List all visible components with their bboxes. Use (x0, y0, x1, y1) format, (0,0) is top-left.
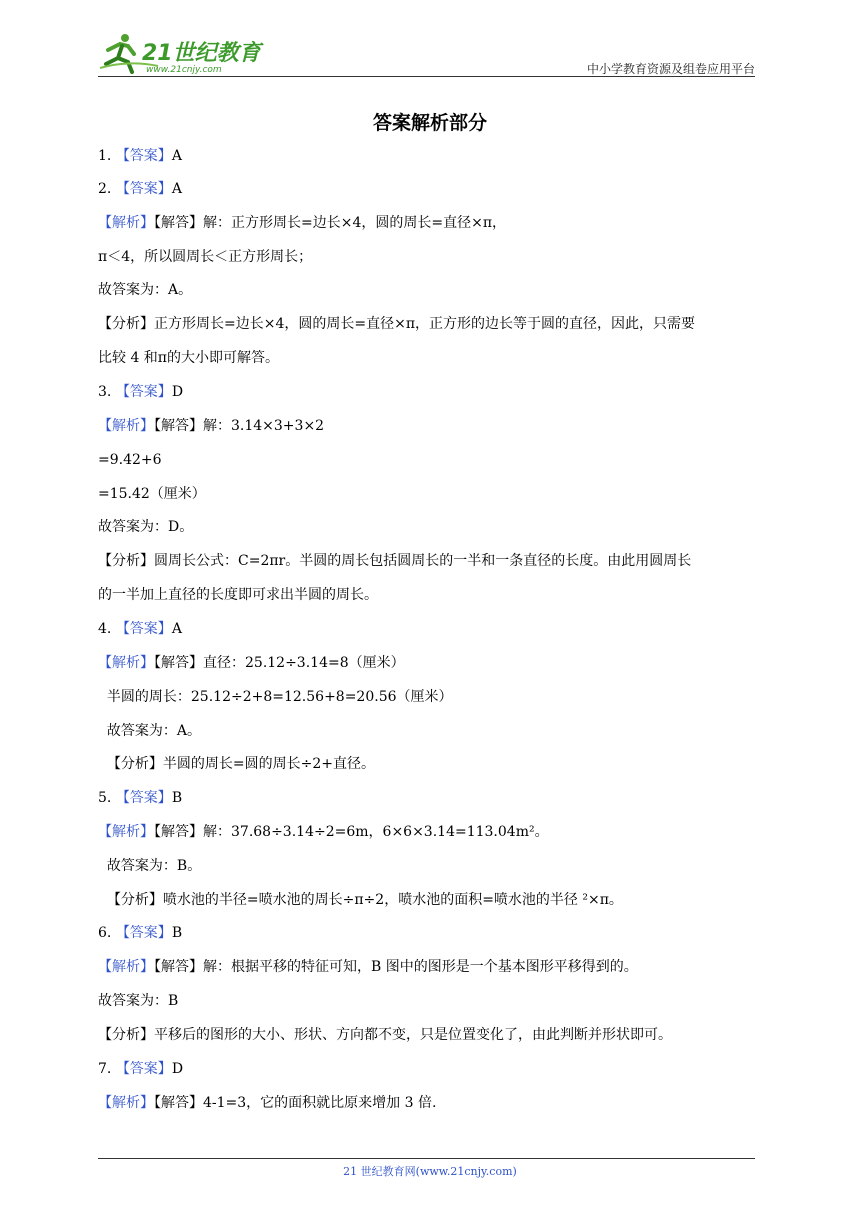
header-divider (98, 76, 755, 77)
answer-tag: 【解析】 (98, 418, 154, 434)
answer-line (98, 856, 201, 876)
answer-tag: 【答案】 (115, 1061, 172, 1077)
footer-divider (98, 1158, 755, 1159)
answer-line (98, 484, 206, 504)
answer-text: 【解答】直径：25.12÷3.14=8（厘米） (154, 655, 405, 671)
answer-tag: 【答案】 (115, 925, 172, 941)
answer-tag: 【解析】 (98, 1095, 154, 1111)
footer-text: 21 世纪教育网(www.21cnjy.com) (343, 1165, 517, 1178)
answer-tag: 【解析】 (98, 215, 154, 231)
svg-text:21世纪教育: 21世纪教育 (142, 41, 261, 66)
answer-text: 【解答】解：正方形周长=边长×4，圆的周长=直径×π， (154, 215, 507, 231)
answer-line (98, 146, 182, 166)
answer-text: 【分析】平移后的图形的大小、形状、方向都不变，只是位置变化了，由此判断并形状即可。 (98, 1027, 672, 1043)
answer-text: 【解答】解：37.68÷3.14÷2=6m，6×6×3.14=113.04m²。 (154, 824, 549, 840)
answer-text: A (171, 148, 182, 164)
answer-text: =9.42+6 (98, 452, 162, 468)
answer-line (98, 957, 638, 977)
answer-line (98, 179, 182, 199)
page-header (98, 30, 755, 78)
answer-line (98, 788, 182, 808)
answer-text: 故答案为：A。 (98, 723, 202, 739)
answer-line (98, 923, 182, 943)
answer-text: 【解答】4-1=3，它的面积就比原来增加 3 倍. (154, 1095, 437, 1111)
answer-tag: 【答案】 (115, 384, 172, 400)
answer-text: A (171, 181, 182, 197)
answer-line (98, 653, 405, 673)
answer-text: 7. (98, 1061, 116, 1077)
answer-line (98, 416, 324, 436)
answer-line (98, 1093, 436, 1113)
answer-tag: 【解析】 (98, 959, 154, 975)
answer-line (98, 382, 183, 402)
answer-line (98, 348, 279, 368)
answer-line (98, 890, 623, 910)
answer-text: 故答案为：B (98, 993, 179, 1009)
answer-text: 的一半加上直径的长度即可求出半圆的周长。 (98, 587, 378, 603)
answer-text: 半圆的周长：25.12÷2+8=12.56+8=20.56（厘米） (98, 689, 453, 705)
answer-text: B (171, 790, 183, 806)
answer-text: 比较 4 和π的大小即可解答。 (98, 350, 280, 366)
answer-line (98, 247, 312, 267)
answer-line (98, 991, 178, 1011)
answer-text: 故答案为：A。 (98, 282, 193, 298)
answer-line (98, 619, 182, 639)
answer-tag: 【答案】 (115, 148, 172, 164)
answer-text: 【分析】喷水池的半径=喷水池的周长÷π÷2，喷水池的面积=喷水池的半径 ²×π。 (98, 892, 623, 908)
answer-text: 【解答】解：根据平移的特征可知，B 图中的图形是一个基本图形平移得到的。 (154, 959, 638, 975)
answer-tag: 【解析】 (98, 655, 154, 671)
answer-line (98, 1025, 672, 1045)
header-platform-text: 中小学教育资源及组卷应用平台 (586, 62, 755, 76)
answer-text: 6. (98, 925, 116, 941)
answer-text: 【解答】解：3.14×3+3×2 (154, 418, 325, 434)
answer-line (98, 1059, 183, 1079)
answer-tag: 【答案】 (115, 790, 172, 806)
answer-line (98, 517, 193, 537)
answer-text: 4. (98, 621, 116, 637)
answer-text: 3. (98, 384, 116, 400)
answer-line (98, 754, 375, 774)
answer-text: =15.42（厘米） (98, 486, 206, 502)
answer-line (98, 551, 691, 571)
answer-line (98, 822, 549, 842)
answer-text: 【分析】半圆的周长=圆的周长÷2+直径。 (98, 756, 375, 772)
answer-text: 故答案为：D。 (98, 519, 194, 535)
answer-text: 【分析】圆周长公式：C=2πr。半圆的周长包括圆周长的一半和一条直径的长度。由此用圆周长 (98, 553, 692, 569)
answer-text: 【分析】正方形周长=边长×4，圆的周长=直径×π，正方形的边长等于圆的直径，因此，只需要 (98, 316, 696, 332)
answer-text: 1. (98, 148, 116, 164)
answer-text: 故答案为：B。 (98, 858, 202, 874)
answer-line (98, 585, 378, 605)
answer-text: D (171, 384, 184, 400)
answer-tag: 【答案】 (115, 181, 172, 197)
answer-line (98, 314, 695, 334)
answer-text: 5. (98, 790, 116, 806)
page-title: 答案解析部分 (372, 112, 487, 134)
answer-text: 2. (98, 181, 116, 197)
answer-tag: 【答案】 (115, 621, 172, 637)
answer-line (98, 280, 192, 300)
answer-line (98, 213, 506, 233)
answer-text: D (171, 1061, 184, 1077)
answer-text: A (171, 621, 182, 637)
answer-tag: 【解析】 (98, 824, 154, 840)
answer-line (98, 450, 162, 470)
svg-text:www.21cnjy.com: www.21cnjy.com (146, 65, 222, 75)
logo-21cnjy (98, 32, 268, 76)
answer-text: π＜4，所以圆周长＜正方形周长； (98, 249, 313, 265)
answer-line (98, 687, 453, 707)
answer-text: B (171, 925, 183, 941)
answer-line (98, 721, 201, 741)
